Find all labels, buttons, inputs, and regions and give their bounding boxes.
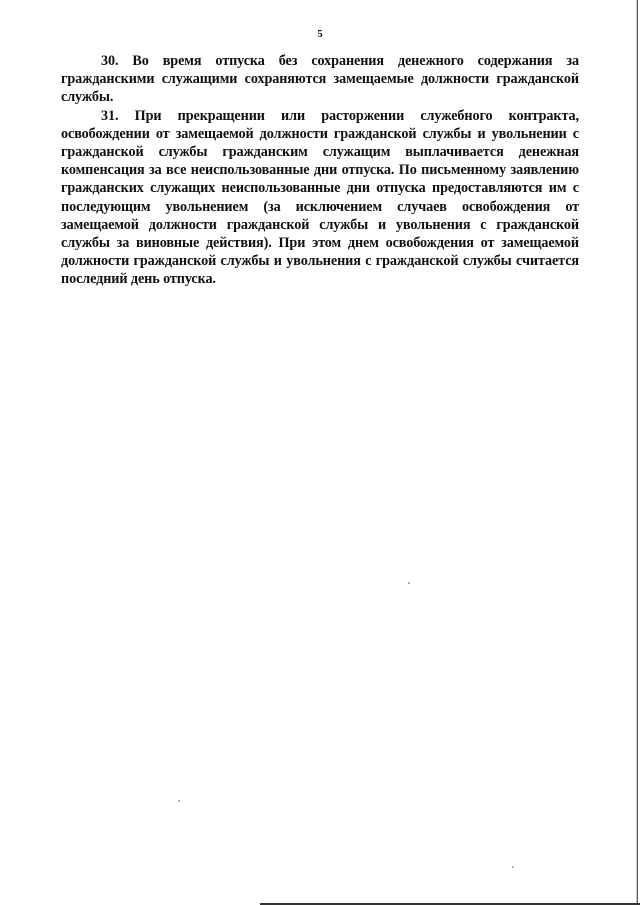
paragraph-30: 30. Во время отпуска без сохранения денежного содержания за гражданскими служащими сохраняются замещаемые должности гражданской службы. xyxy=(61,53,579,106)
scan-edge-right xyxy=(636,0,638,905)
scan-speck xyxy=(178,800,180,802)
scan-speck xyxy=(408,582,410,584)
page-number: 5 xyxy=(317,28,323,40)
scan-speck xyxy=(512,866,514,868)
document-body xyxy=(61,52,579,289)
paragraph-31: 31. При прекращении или расторжении служебного контракта, освобождении от замещаемой должности гражданской службы и увольнении с гражданской службы гражданским служащим выплачивается денежная компенсация за все неиспользованные дни отпуска. По письменному заявлению гражданских служащих неиспользованные дни отпуска предоставляются им с последующим увольнением (за исключением случаев освобождения от замещаемой должности гражданской службы и увольнения с гражданской службы за виновные действия). При этом днем освобождения от замещаемой должности гражданской службы и увольнения с гражданской службы считается последний день отпуска. xyxy=(61,107,579,288)
